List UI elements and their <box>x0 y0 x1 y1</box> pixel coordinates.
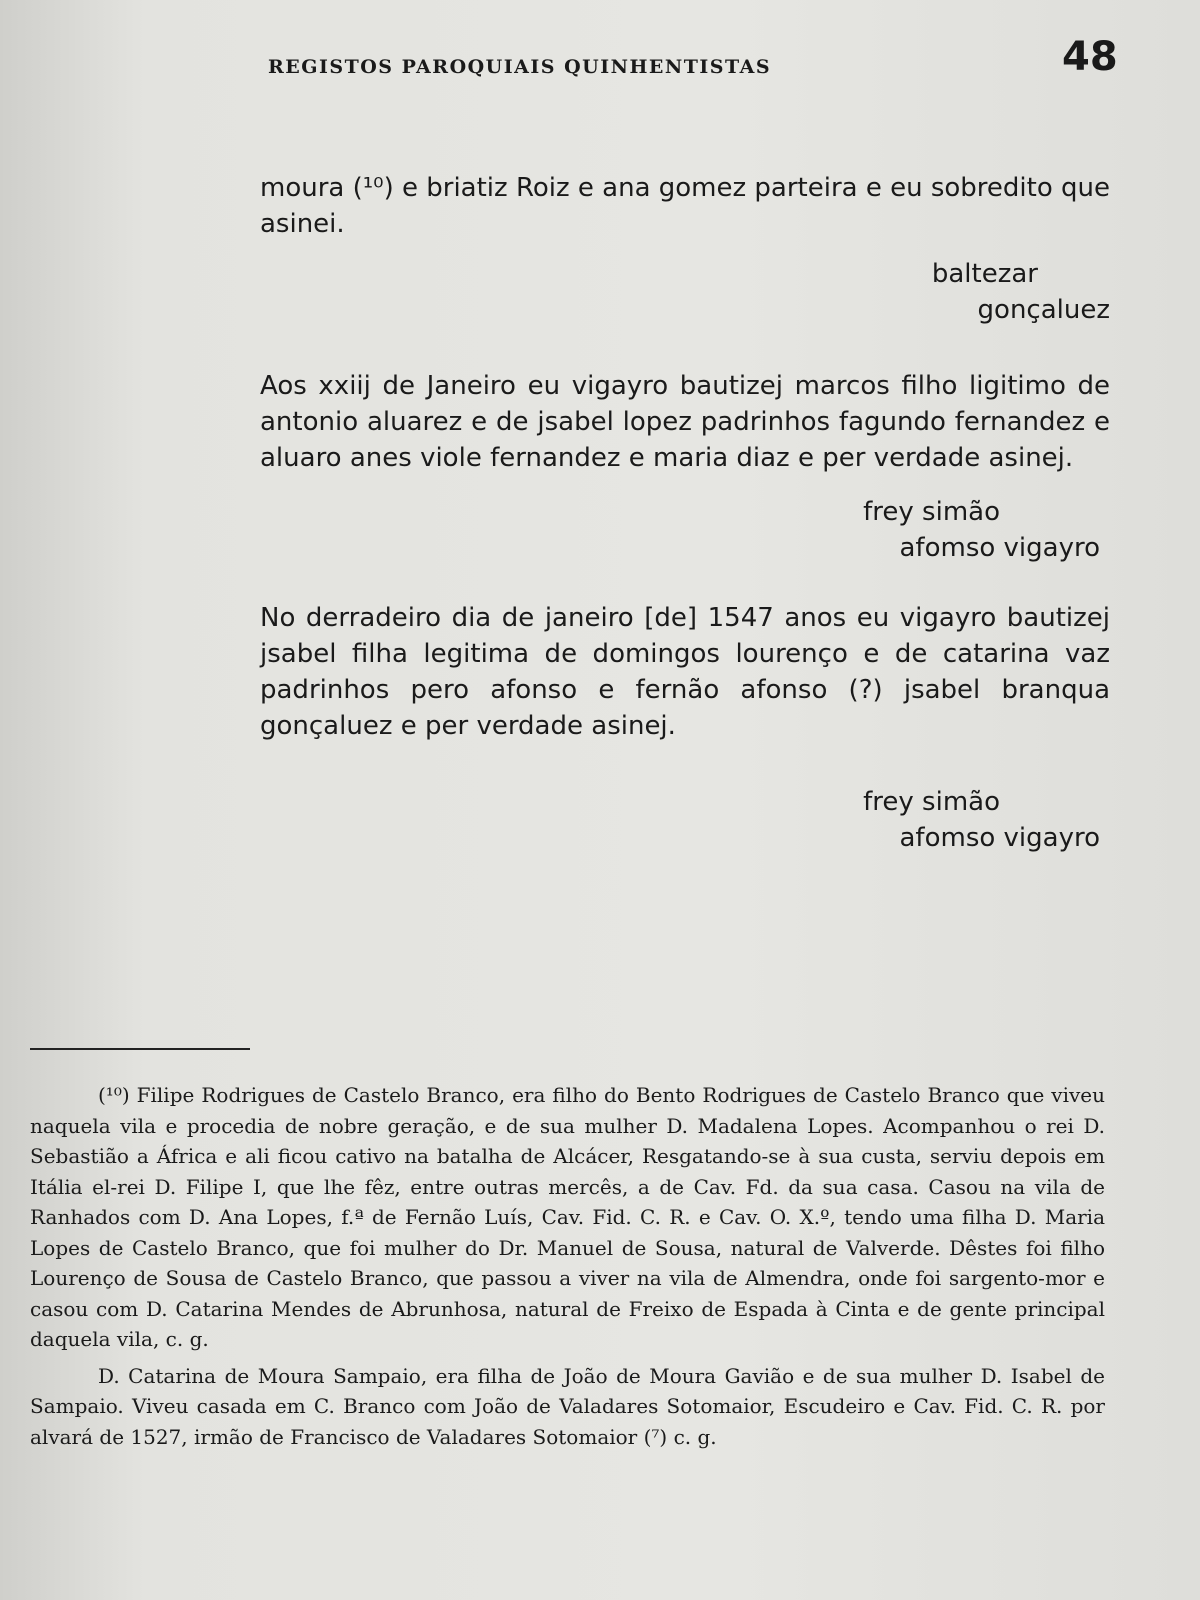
footnote: D. Catarina de Moura Sampaio, era filha de João de Moura Gavião e de sua mulher D. Isabel de Sampaio. Viveu casada em C. Branco com João de Valadares Sotomaior, Escudeiro e Cav. Fid. C. R. por alvará de 1527, irmão de Francisco de Valadares Sotomaior (⁷) c. g. <box>30 1363 1105 1449</box>
signature-line: baltezar <box>931 259 1038 289</box>
entry-signature <box>260 494 1110 566</box>
entry-signature <box>260 256 1110 328</box>
register-entry: moura (¹⁰) e briatiz Roiz e ana gomez parteira e eu sobredito que asinei. <box>260 173 1110 239</box>
footnotes <box>30 1080 1105 1452</box>
footnote: (¹⁰) Filipe Rodrigues de Castelo Branco, era filho do Bento Rodrigues de Castelo Branco que viveu naquela vila e procedia de nobre geração, e de sua mulher D. Madalena Lopes. Acompanhou o rei D. Sebastião a África e ali ficou cativo na batalha de Alcácer, Resgatando-se à sua custa, serviu depois em Itália el-rei D. Filipe I, que lhe fêz, entre outras mercês, a de Cav. Fd. da sua casa. Casou na vila de Ranhados com D. Ana Lopes, f.ª de Fernão Luís, Cav. Fid. C. R. e Cav. O. X.º, tendo uma filha D. Maria Lopes de Castelo Branco, que foi mulher do Dr. Manuel de Sousa, natural de Valverde. Dêstes foi filho Lourenço de Sousa de Castelo Branco, que passou a viver na vila de Almendra, onde foi sargento-mor e casou com D. Catarina Mendes de Abrunhosa, natural de Freixo de Espada à Cinta e de gente principal daquela vila, c. g. <box>30 1083 1105 1351</box>
register-entry: No derradeiro dia de janeiro [de] 1547 anos eu vigayro bautizej jsabel filha legitima de domingos lourenço e de catarina vaz padrinhos pero afonso e fernão afonso (?) jsabel branqua gonçaluez e per verdade asinej. <box>260 603 1110 741</box>
signature-line: gonçaluez <box>977 295 1110 325</box>
signature-line: frey simão <box>863 787 1000 817</box>
signature-line: afomso vigayro <box>899 823 1100 853</box>
footnote-separator <box>30 1048 250 1050</box>
signature-line: afomso vigayro <box>899 533 1100 563</box>
signature-line: frey simão <box>863 497 1000 527</box>
page-number: 48 <box>1062 34 1118 80</box>
register-entry: Aos xxiij de Janeiro eu vigayro bautizej marcos filho ligitimo de antonio aluarez e de jsabel lopez padrinhos fagundo fernandez e aluaro anes viole fernandez e maria diaz e per verdade asinej. <box>260 371 1110 473</box>
main-text <box>260 170 1110 856</box>
entry-signature <box>260 784 1110 856</box>
running-title: REGISTOS PAROQUIAIS QUINHENTISTAS <box>268 56 772 78</box>
